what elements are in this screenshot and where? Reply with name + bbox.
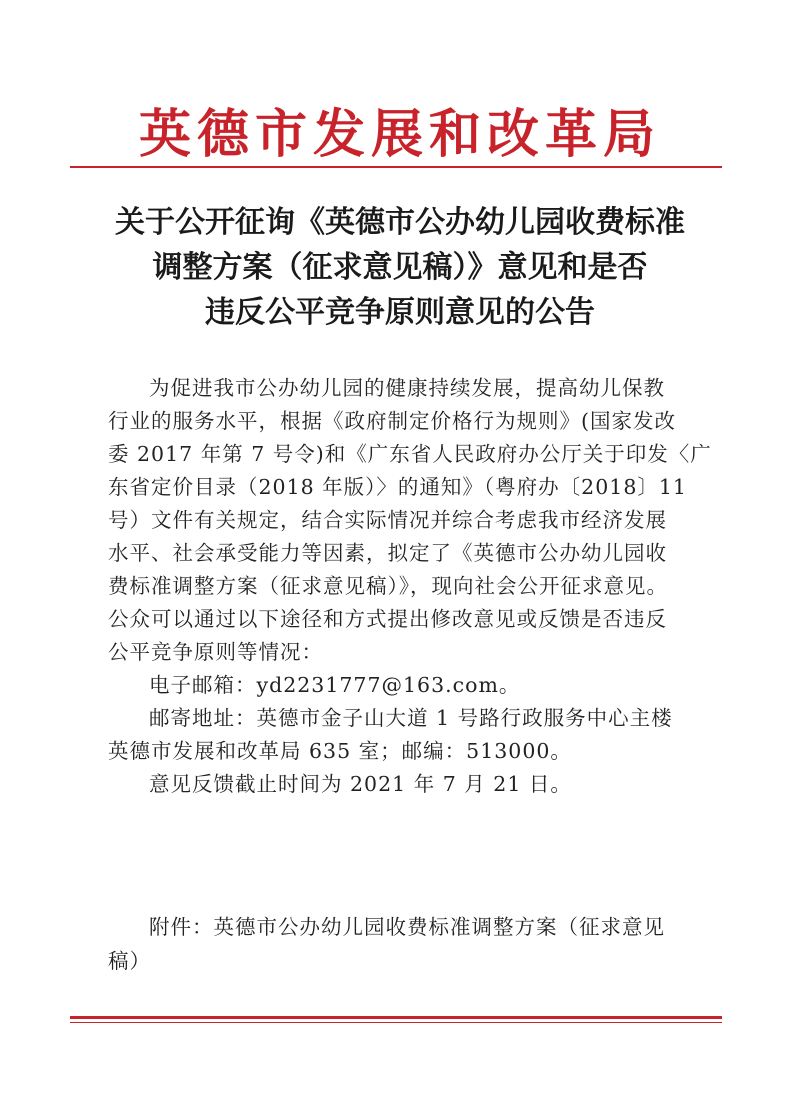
attachment-line-1: 附件：英德市公办幼儿园收费标准调整方案（征求意见 <box>149 915 665 939</box>
body-line: 水平、社会承受能力等因素，拟定了《英德市公办幼儿园收 <box>108 541 667 565</box>
attachment-note <box>108 910 708 978</box>
body-line: 公平竞争原则等情况： <box>108 640 323 664</box>
footer-divider-thick <box>70 1016 722 1019</box>
body-line: 费标准调整方案（征求意见稿）》，现向社会公开征求意见。 <box>108 574 668 598</box>
document-body <box>108 372 712 801</box>
issuing-authority-header: 英德市发展和改革局 <box>138 104 661 165</box>
body-line: 行业的服务水平，根据《政府制定价格行为规则》(国家发改 <box>108 409 676 433</box>
attachment-line-2: 稿） <box>108 949 151 973</box>
body-line: 委 2017 年第 7 号令)和《广东省人民政府办公厅关于印发〈广 <box>108 442 712 466</box>
mailing-address-line-2: 英德市发展和改革局 635 室；邮编：513000。 <box>108 739 572 763</box>
body-line: 公众可以通过以下途径和方式提出修改意见或反馈是否违反 <box>108 607 667 631</box>
title-line-1: 关于公开征询《英德市公办幼儿园收费标准 <box>115 205 685 240</box>
document-title <box>80 200 720 335</box>
body-line: 为促进我市公办幼儿园的健康持续发展，提高幼儿保教 <box>149 376 665 400</box>
contact-email: 电子邮箱：yd2231777@163.com。 <box>149 673 521 697</box>
footer-divider-thin <box>70 1022 722 1023</box>
title-line-2: 调整方案（征求意见稿）》意见和是否 <box>152 250 648 285</box>
body-line: 号）文件有关规定，结合实际情况并综合考虑我市经济发展 <box>108 508 667 532</box>
mailing-address-line-1: 邮寄地址：英德市金子山大道 1 号路行政服务中心主楼 <box>149 706 673 730</box>
feedback-deadline: 意见反馈截止时间为 2021 年 7 月 21 日。 <box>149 772 572 796</box>
title-line-3: 违反公平竞争原则意见的公告 <box>205 295 595 330</box>
header-divider <box>70 166 722 168</box>
body-line: 东省定价目录（2018 年版）〉的通知》（粤府办〔2018〕11 <box>108 475 687 499</box>
